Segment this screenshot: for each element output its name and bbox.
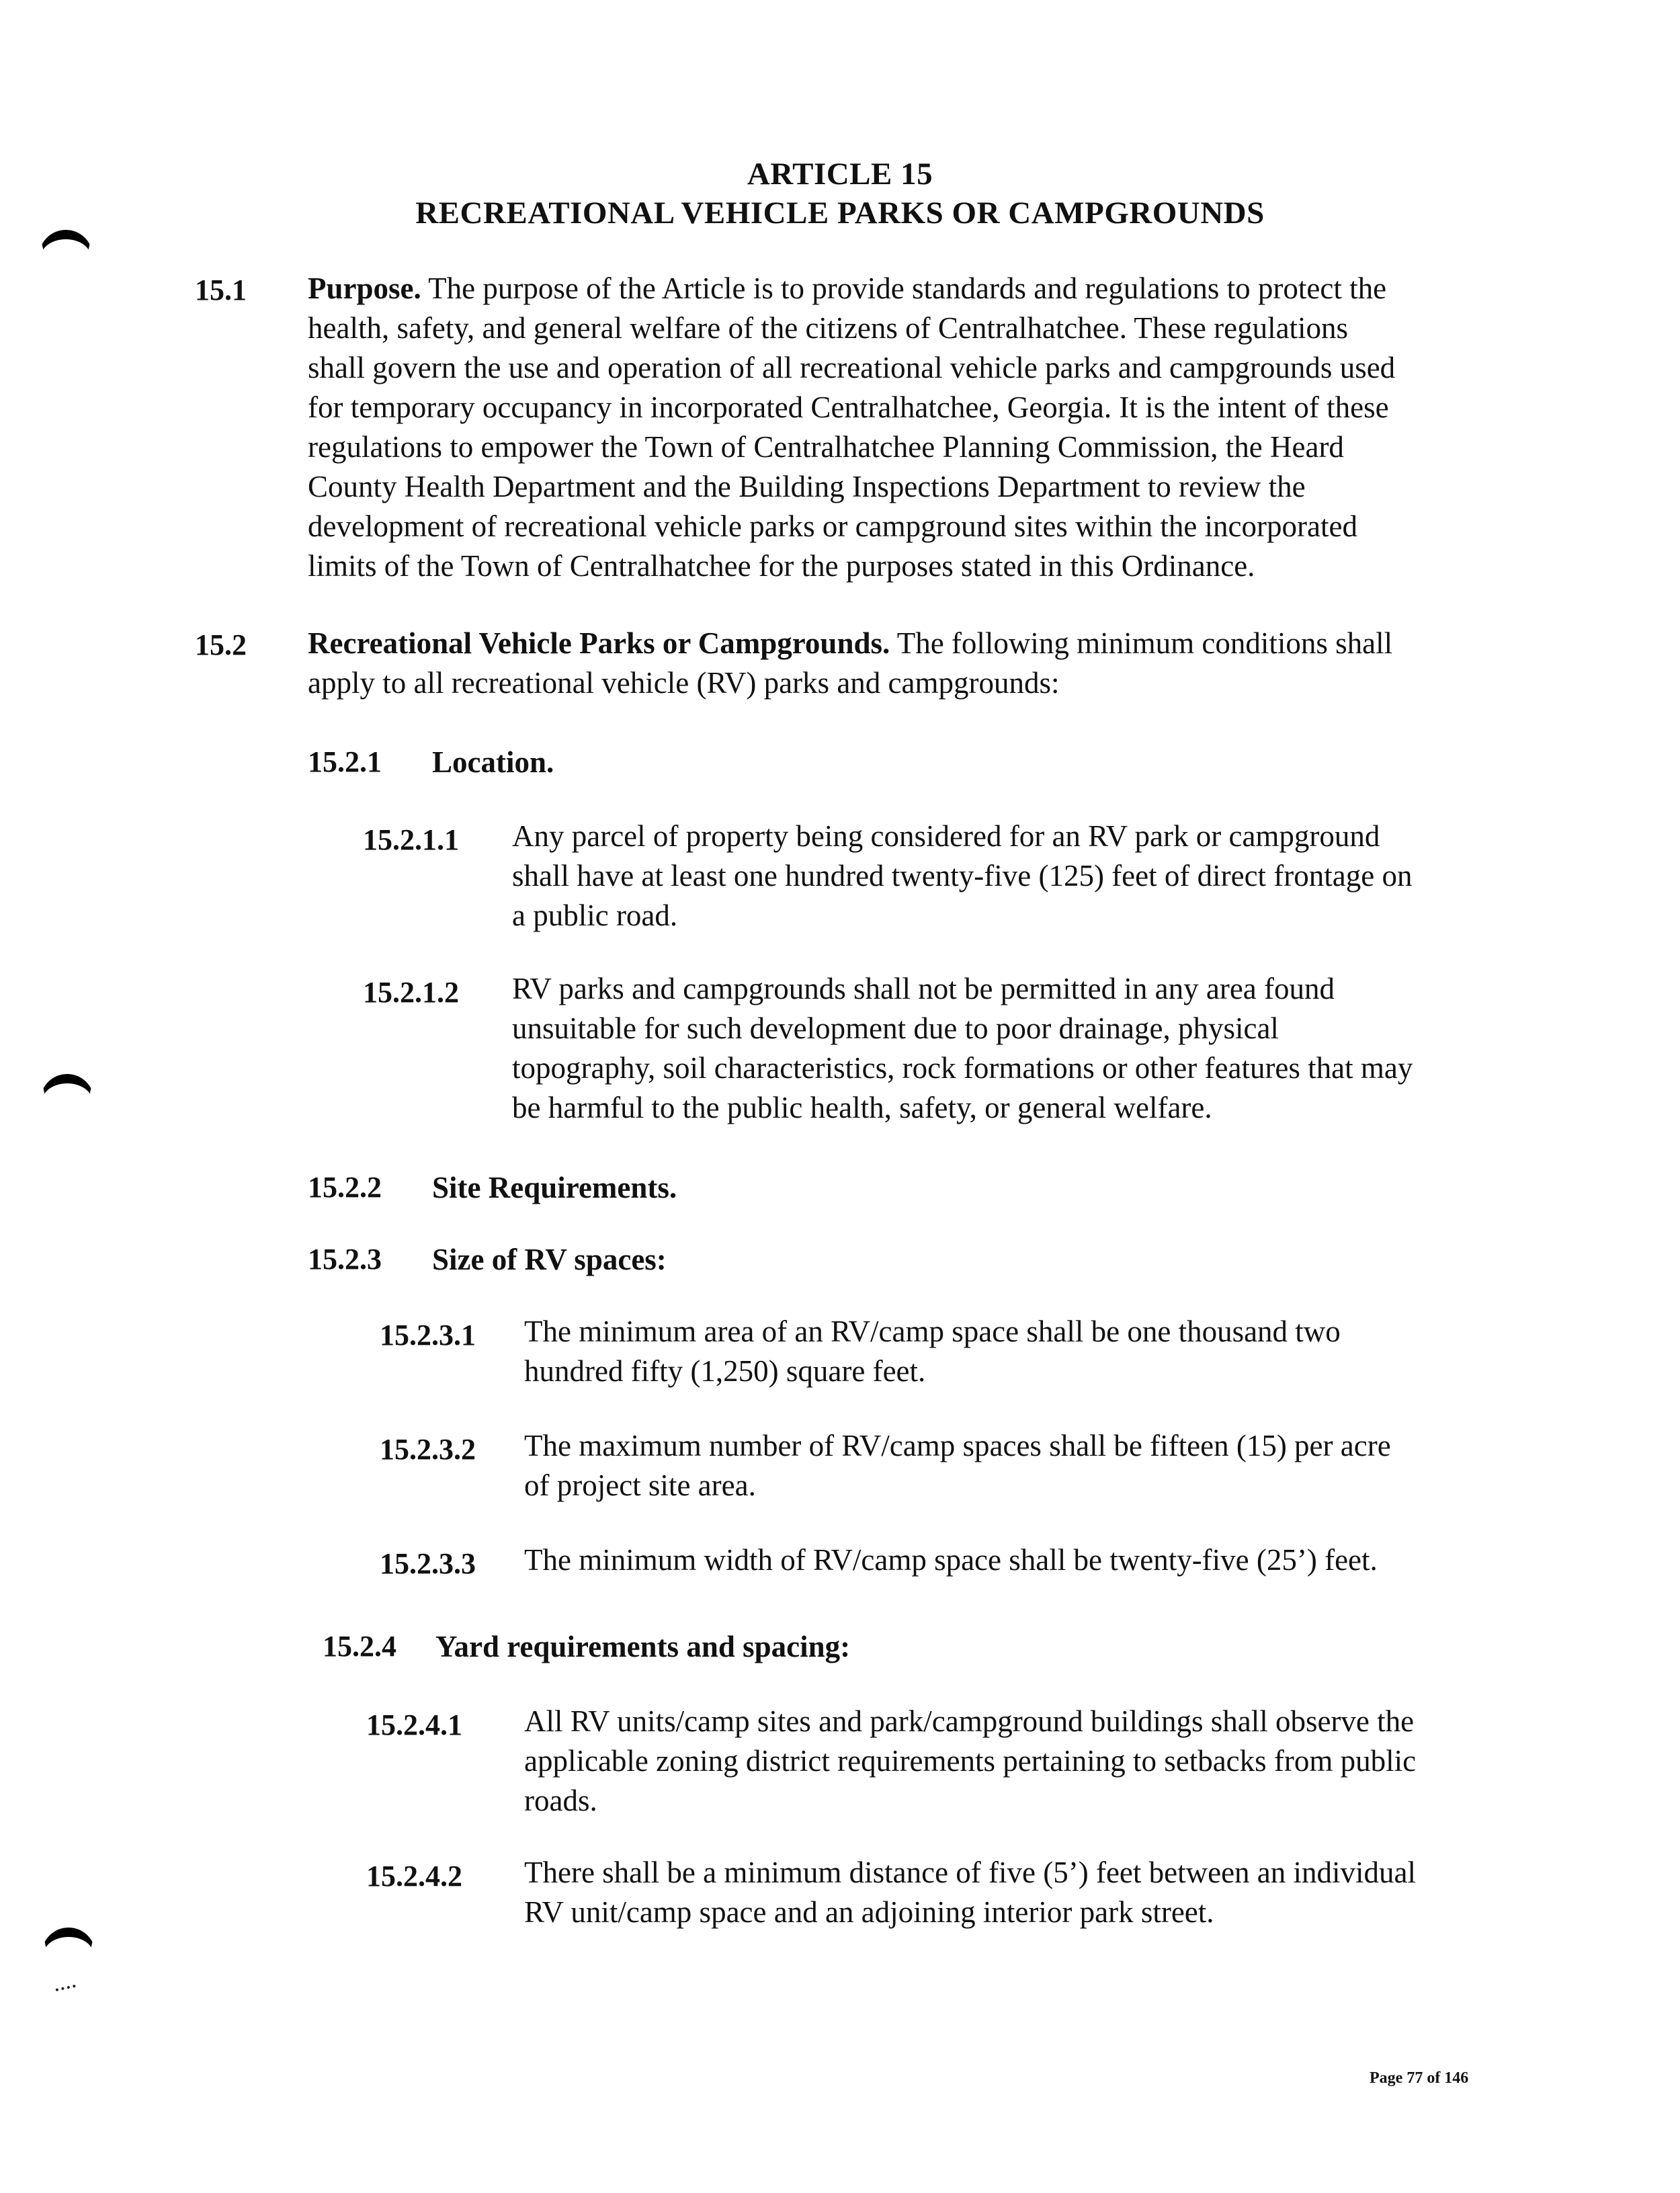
text-line: All RV units/camp sites and park/campground buildings shall observe the [524,1704,1415,1738]
section-heading: Purpose. [308,272,421,305]
section-number-15-2-3-1: 15.2.3.1 [380,1319,476,1352]
section-number-15-2-1-1: 15.2.1.1 [363,823,459,856]
section-15-2-1-1-text [512,817,1499,936]
section-15-2-3-2-text [524,1426,1499,1505]
section-number-15-2-2: 15.2.2 [308,1171,382,1204]
text-line: topography, soil characteristics, rock formations or other features that may [512,1051,1413,1085]
section-heading-yard-requirements: Yard requirements and spacing: [435,1630,851,1663]
text-line: The maximum number of RV/camp spaces shall be fifteen (15) per acre [524,1429,1391,1462]
text-line: regulations to empower the Town of Centralhatchee Planning Commission, the Heard [308,430,1344,464]
section-15-2-1-2-text [512,969,1499,1128]
section-number-15-1: 15.1 [195,274,247,306]
section-number-15-2-3-2: 15.2.3.2 [380,1433,476,1466]
section-heading: Recreational Vehicle Parks or Campgrounds. [308,626,890,660]
section-heading-location: Location. [432,745,554,779]
page-number: Page 77 of 146 [1370,2069,1469,2087]
text-line: shall govern the use and operation of all recreational vehicle parks and campgrounds used [308,351,1396,384]
binder-hole-icon [39,230,93,284]
section-15-2-3-1-text [524,1312,1499,1391]
section-number-15-2-1-2: 15.2.1.2 [363,976,459,1009]
section-15-2-3-3-text [524,1540,1499,1580]
text-line: development of recreational vehicle parks or campground sites within the incorporated [308,509,1357,543]
text-line: a public road. [512,899,678,932]
article-number: ARTICLE 15 [747,157,933,192]
text-line: roads. [524,1784,597,1817]
binder-hole-icon [42,1928,95,1981]
section-number-15-2-3-3: 15.2.3.3 [380,1547,476,1580]
text-line: of project site area. [524,1468,756,1502]
section-number-15-2-4: 15.2.4 [323,1630,396,1663]
text-line: RV parks and campgrounds shall not be permitted in any area found [512,972,1335,1005]
section-number-15-2: 15.2 [195,628,247,661]
section-15-1-text [308,269,1499,586]
text-line: The minimum width of RV/camp space shall be twenty-five (25’) feet. [524,1543,1378,1577]
text-line: There shall be a minimum distance of five (5’) feet between an individual [524,1856,1417,1889]
text-line: Any parcel of property being considered for an RV park or campground [512,819,1380,853]
text-line: apply to all recreational vehicle (RV) parks and campgrounds: [308,666,1060,700]
text-line: health, safety, and general welfare of the citizens of Centralhatchee. These regulations [308,311,1349,345]
text-line: limits of the Town of Centralhatchee for the purposes stated in this Ordinance. [308,549,1255,583]
text-line: hundred fifty (1,250) square feet. [524,1354,926,1388]
text-line: for temporary occupancy in incorporated Centralhatchee, Georgia. It is the intent of these [308,390,1389,424]
text-line: RV unit/camp space and an adjoining interior park street. [524,1895,1214,1929]
text-line: Recreational Vehicle Parks or Campgrounds. The following minimum conditions shall [308,626,1393,660]
binder-hole-icon [40,1074,94,1128]
text-line: Purpose. The purpose of the Article is to provide standards and regulations to protect the [308,272,1387,305]
text-line: The minimum area of an RV/camp space shall be one thousand two [524,1315,1341,1348]
section-15-2-4-1-text [524,1702,1499,1821]
text-line: be harmful to the public health, safety, or general welfare. [512,1091,1212,1124]
article-title: RECREATIONAL VEHICLE PARKS OR CAMPGROUNDS [415,196,1265,231]
text-line: shall have at least one hundred twenty-five (125) feet of direct frontage on [512,859,1413,893]
section-number-15-2-3: 15.2.3 [308,1243,382,1276]
scan-speck [54,1981,75,1991]
section-heading-site-requirements: Site Requirements. [432,1171,677,1204]
text-line: applicable zoning district requirements pertaining to setbacks from public [524,1744,1417,1778]
section-number-15-2-4-1: 15.2.4.1 [366,1708,462,1741]
section-number-15-2-4-2: 15.2.4.2 [366,1860,462,1893]
section-heading-size-of-rv-spaces: Size of RV spaces: [432,1243,667,1276]
section-15-2-text [308,624,1499,703]
text-line: County Health Department and the Building Inspections Department to review the [308,470,1306,503]
section-15-2-4-2-text [524,1853,1499,1932]
section-number-15-2-1: 15.2.1 [308,745,382,778]
text-line: unsuitable for such development due to poor drainage, physical [512,1011,1279,1045]
